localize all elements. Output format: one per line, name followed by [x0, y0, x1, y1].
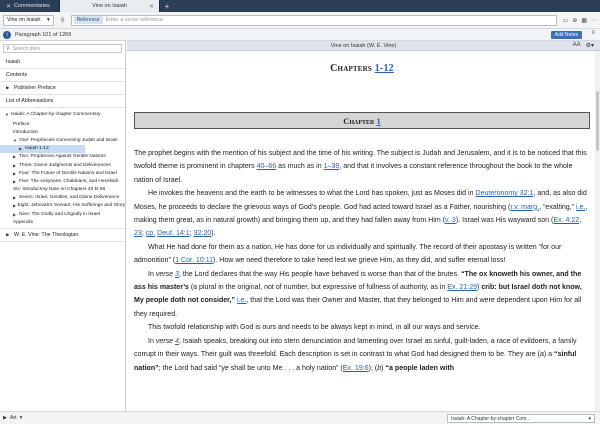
paragraph: In verse 4, Isaiah speaks, breaking out into stern denunciation and lamenting over Israel as sinful, guilt-laden, a race of evildoers, a family corrupt in their ways. Their guilt was threefold. Each description is set in contrast to what God had designed them to be. They are (a) a “sinful nation”; the Lord had said “ye shall be unto Me . . . a holy nation” (Ex. 19:6); (b) “a people laden with: [134, 337, 577, 372]
ref-link[interactable]: Ex. 21:29: [447, 284, 478, 292]
toolbar-icons: [563, 17, 597, 24]
ref-link[interactable]: Ex. 19:6: [342, 364, 369, 372]
collapse-icon[interactable]: ▼: [13, 137, 17, 143]
ref-link[interactable]: Deuteronomy 32:1: [475, 190, 534, 198]
sidebar-item-abbreviations[interactable]: [0, 95, 125, 108]
ref-link[interactable]: 40–66: [256, 163, 277, 171]
status-resource-label: Isaiah: A Chapter-by-chapter Com...: [451, 415, 531, 422]
tree-item-part-eight[interactable]: [0, 202, 125, 210]
sidebar-item-label: W. E. Vine: The Theologian: [14, 232, 79, 239]
expand-icon[interactable]: ▶: [13, 162, 17, 168]
ref-link[interactable]: 1–39: [323, 163, 340, 171]
content-controls: [573, 42, 594, 49]
expand-icon[interactable]: ▶: [6, 232, 10, 238]
content-header: [127, 41, 600, 51]
tree-item-label: Nine: The Godly and Ungodly in Israel: [19, 211, 100, 217]
reference-input[interactable]: [71, 15, 557, 26]
expand-icon[interactable]: ▶: [13, 203, 17, 209]
tree-item-commentary[interactable]: [0, 108, 125, 120]
tab-commentaries[interactable]: [0, 0, 60, 12]
resource-select[interactable]: [3, 15, 54, 26]
ref-link[interactable]: Ex. 4:22: [553, 217, 580, 225]
sidebar-item-isaiah[interactable]: [0, 56, 125, 69]
ref-link[interactable]: i.e.: [236, 297, 247, 305]
add-notes-button[interactable]: Add Notes: [551, 31, 582, 39]
sidebar-item-label: List of Abbreviations: [6, 98, 54, 104]
sidebar: [0, 41, 126, 411]
paragraph: The prophet begins with the mention of his subject and the time of his writing. The subject is Judah and Jerusalem, and it is to be noticed that this twofold theme is prominent in chapters 40–66 as much as in 1–39, and that it involves a constant reference throughout the book to the whole nation of Israel.: [134, 150, 587, 184]
text-size-icon[interactable]: AA: [572, 42, 581, 48]
content-title: Vine on Isaiah (W. E. Vine): [330, 42, 397, 49]
tree-item-label: Introduction: [13, 129, 39, 135]
expand-icon[interactable]: ▶: [13, 178, 17, 184]
tab-label: Commentaries: [14, 3, 50, 9]
tab-label: Vine on Isaiah: [92, 3, 127, 9]
gear-icon[interactable]: ⚙▾: [585, 43, 594, 49]
info-icon[interactable]: i: [3, 31, 11, 39]
panel-icon[interactable]: ▭: [562, 17, 569, 24]
tree-item-isaiah-1-12[interactable]: [0, 145, 85, 153]
sidebar-item-label: Publisher Preface: [14, 85, 56, 91]
more-icon[interactable]: ⋯: [591, 17, 598, 24]
ref-link[interactable]: i.e.: [576, 203, 586, 211]
info-bar: [0, 29, 600, 41]
search-icon: ⚲: [6, 45, 10, 52]
grid-icon[interactable]: ▦: [581, 17, 588, 24]
expand-icon[interactable]: ▶: [13, 170, 17, 176]
search-icon[interactable]: ⚲: [60, 17, 65, 24]
paragraph-indicator: Paragraph 101 of 1269: [15, 31, 72, 38]
expand-icon[interactable]: ▶: [19, 146, 23, 152]
tree-item-label: Four: The Future of Gentile Nations and Israel: [19, 170, 117, 176]
toolbar: [0, 12, 600, 29]
chapters-heading: [127, 63, 597, 74]
sidebar-item-label: Contents: [6, 72, 28, 78]
paragraph: This twofold relationship with God is ours and needs to be always kept in mind, in all our ways and service.: [148, 324, 481, 332]
ref-link[interactable]: cp.: [145, 230, 156, 238]
chevron-down-icon[interactable]: ▾: [19, 415, 23, 421]
status-bar: [0, 411, 600, 424]
tree-item-label: Five: The Assyrians, Chaldeans, and Hezekiah: [19, 178, 119, 184]
status-left-label[interactable]: Art: [9, 415, 17, 421]
reader-pane[interactable]: [127, 51, 600, 411]
sidebar-item-publisher-preface[interactable]: [0, 82, 125, 95]
ref-link[interactable]: Deut. 14:1: [157, 230, 190, 238]
tree-item-part-one[interactable]: [0, 136, 125, 144]
tab-strip: [0, 0, 600, 12]
tree-item-part-nine[interactable]: [0, 210, 125, 218]
tree-item-preface[interactable]: [0, 120, 125, 128]
tree-item-label: Six: Introductory Note on Chapters 40 to 66: [13, 187, 106, 193]
reference-placeholder: Enter a verse reference: [105, 17, 164, 23]
tab-vine-on-isaiah[interactable]: [60, 0, 160, 12]
tree-item-part-three[interactable]: [0, 161, 125, 169]
expand-icon[interactable]: ▶: [13, 211, 17, 217]
tree-item-label: Three: Divine Judgments and Deliverances: [19, 162, 111, 168]
expand-icon[interactable]: ▶: [3, 415, 7, 421]
chapters-heading-text: Chapters: [330, 63, 375, 74]
paragraph: He invokes the heavens and the earth to be witnesses to what the Lord has spoken, just as Moses did in Deuteronomy 32:1, and, as also did Moses, he proceeds to declare the grievous ways of God’s people. God had acted toward Israel as a Father, nourishing (r.v. marg., “exalting,” i.e., making them great, as in natural growth) and bringing them up, and they had fallen away from Him (v. 3). Israel was His wayward son (Ex. 4:22, 23; cp. Deut. 14:1; 32:20).: [134, 190, 588, 238]
sidebar-item-contents[interactable]: [0, 69, 125, 82]
tree-item-part-six[interactable]: [0, 186, 125, 194]
scrollbar[interactable]: [595, 51, 600, 411]
sidebar-item-label: Isaiah: [6, 59, 21, 65]
ref-link[interactable]: 32:20: [193, 230, 212, 238]
chevron-down-icon: ▾: [588, 415, 591, 422]
tree-item-label: Isaiah: A Chapter-by-chapter Commentary: [11, 111, 101, 117]
status-resource-select[interactable]: [447, 414, 595, 423]
chapters-link[interactable]: 1-12: [374, 63, 394, 74]
expand-icon[interactable]: ▶: [13, 195, 17, 201]
add-tab-icon[interactable]: +: [164, 1, 170, 11]
tree-item-part-five[interactable]: [0, 177, 125, 185]
sidebar-item-theologian[interactable]: [0, 229, 125, 242]
close-icon[interactable]: ✕: [148, 3, 154, 10]
ref-link[interactable]: 1 Cor. 10:11: [175, 257, 214, 265]
ref-link[interactable]: r.v. marg.: [510, 203, 540, 211]
ref-link[interactable]: 23: [134, 230, 142, 238]
expand-icon[interactable]: ▶: [13, 154, 17, 160]
expand-icon[interactable]: ▶: [6, 85, 10, 90]
search-titles-placeholder: Search titles: [12, 45, 41, 52]
tree-item-label: Two: Prophecies Against Gentile Nations: [19, 154, 106, 160]
ref-link[interactable]: v. 3: [445, 217, 456, 225]
resource-select-label: Vine on Isaiah: [7, 17, 41, 23]
tree-item-label: Eight: Jehovah's Servant, His Sufferings and Glory: [17, 203, 125, 209]
tree-item-introduction[interactable]: [0, 128, 125, 136]
paragraph: What He had done for them as a nation, He has done for us individually and spiritually. The record of their apostasy is written “for our admonition” (1 Cor. 10:11). How we need therefore to take heed lest we grieve Him, as they did, and suffer eternal loss!: [134, 243, 562, 265]
tree-item-part-two[interactable]: [0, 153, 125, 161]
sync-icon[interactable]: ⊕: [572, 17, 578, 24]
tree-item-label: Isaiah 1-12: [25, 146, 49, 152]
chevron-down-icon: ▾: [46, 17, 50, 23]
ref-link[interactable]: 3: [175, 270, 179, 278]
scrollbar-thumb[interactable]: [596, 91, 599, 151]
tree-item-part-seven[interactable]: [0, 194, 125, 202]
search-titles-input[interactable]: [3, 44, 122, 53]
tree-item-label: Preface: [13, 121, 30, 127]
menu-icon[interactable]: ≡: [591, 30, 595, 36]
chapter-heading-box: [134, 112, 590, 129]
chapter-heading-text: Chapter: [343, 115, 375, 126]
tree-item-appendix[interactable]: [0, 218, 125, 226]
tree-item-label: Appendix: [13, 219, 34, 225]
ref-link[interactable]: 4: [175, 337, 179, 345]
tree-item-label: One: Prophecies Concerning Judah and Israel: [19, 137, 118, 143]
paragraph: In verse 3, the Lord declares that the way His people have behaved is worse than that of the brutes. “The ox knoweth his owner, and the ass his master’s (a plural in the original, not of number, but expressive of fullness of authority, as in Ex. 21:29) crib: but Israel doth not know, My people doth not consider,” i.e., that the Lord was their Owner and Master, that they belonged to Him and were dependent upon Him for all they required.: [134, 270, 582, 318]
chapter-link[interactable]: 1: [376, 115, 381, 126]
tree-item-label: Seven: Israel, Gentiles, and Divine Deliverance: [19, 195, 120, 201]
reference-chip[interactable]: Reference: [74, 16, 103, 24]
collapse-icon[interactable]: ▼: [5, 111, 9, 117]
close-icon[interactable]: ✕: [6, 3, 12, 10]
sidebar-tree: [0, 108, 125, 229]
tree-item-part-four[interactable]: [0, 169, 125, 177]
commentary-body: [134, 147, 590, 375]
